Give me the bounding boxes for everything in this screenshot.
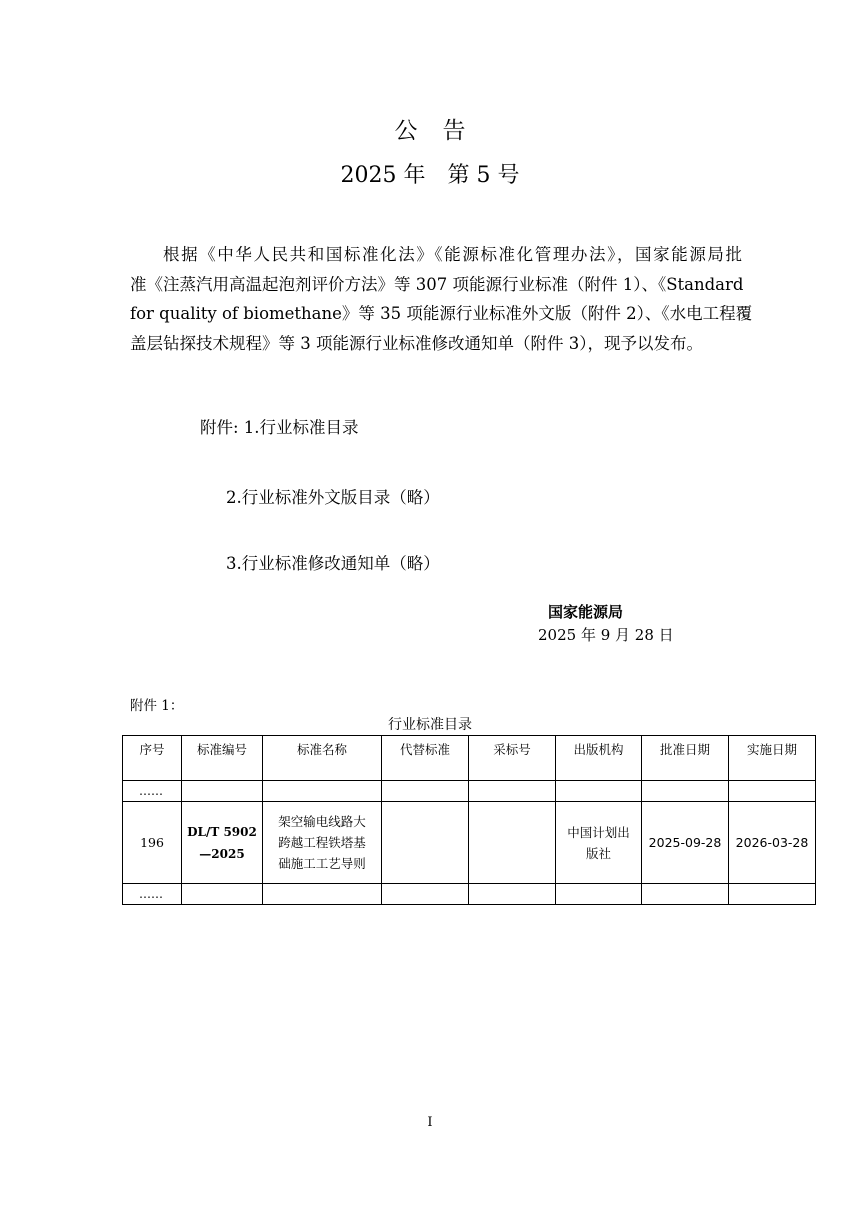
notice-issue-number: 2025 年 第 5 号 bbox=[340, 163, 520, 188]
appendix-label: 附件 1： bbox=[130, 698, 184, 714]
body-line-1: 根据《中华人民共和国标准化法》《能源标准化管理办法》，国家能源局批 bbox=[163, 245, 742, 264]
row-publisher-line-1: 中国计划出 bbox=[567, 824, 630, 840]
header-adopted: 采标号 bbox=[469, 736, 556, 781]
notice-body bbox=[130, 240, 753, 358]
header-name: 标准名称 bbox=[263, 736, 382, 781]
header-replaces: 代替标准 bbox=[382, 736, 469, 781]
body-line-4: 盖层钻探技术规程》等 3 项能源行业标准修改通知单（附件 3），现予以发布。 bbox=[130, 333, 703, 353]
row-code-line-1: DL/T 5902 bbox=[187, 824, 257, 839]
row-publisher bbox=[556, 802, 642, 884]
row-name-line-2: 跨越工程铁塔基 bbox=[278, 835, 366, 850]
row-approval-date: 2025-09-28 bbox=[642, 802, 729, 884]
row-name-line-3: 础施工工艺导则 bbox=[278, 856, 366, 871]
attachment-item-1: 附件: 1.行业标准目录 bbox=[200, 418, 359, 437]
notice-title: 公告 bbox=[394, 118, 491, 144]
table-row-ellipsis-bottom bbox=[123, 884, 816, 905]
row-adopted bbox=[469, 802, 556, 884]
row-no: 196 bbox=[123, 802, 182, 884]
table-caption: 行业标准目录 bbox=[388, 717, 472, 733]
table-row bbox=[123, 802, 816, 884]
row-name bbox=[263, 802, 382, 884]
attachment-item-3: 3.行业标准修改通知单（略） bbox=[226, 554, 440, 573]
header-approval-date: 批准日期 bbox=[642, 736, 729, 781]
table-header-row bbox=[123, 736, 816, 781]
row-effective-date: 2026-03-28 bbox=[729, 802, 816, 884]
ellipsis-cell: …… bbox=[123, 781, 182, 802]
header-no: 序号 bbox=[123, 736, 182, 781]
table-row-ellipsis-top bbox=[123, 781, 816, 802]
body-line-3: for quality of biomethane》等 35 项能源行业标准外文版（附件 2）、《水电工程覆 bbox=[130, 304, 753, 323]
page-number: I bbox=[427, 1115, 433, 1130]
issue-date: 2025 年 9 月 28 日 bbox=[538, 626, 674, 644]
header-publisher: 出版机构 bbox=[556, 736, 642, 781]
body-line-2: 准《注蒸汽用高温起泡剂评价方法》等 307 项能源行业标准（附件 1）、《Standard bbox=[130, 274, 744, 294]
row-publisher-line-2: 版社 bbox=[585, 845, 611, 861]
row-code bbox=[182, 802, 263, 884]
row-name-line-1: 架空输电线路大 bbox=[278, 814, 366, 829]
header-effective-date: 实施日期 bbox=[729, 736, 816, 781]
attachment-item-2: 2.行业标准外文版目录（略） bbox=[226, 488, 440, 507]
header-code: 标准编号 bbox=[182, 736, 263, 781]
issuing-organization: 国家能源局 bbox=[548, 603, 624, 621]
standards-table bbox=[122, 735, 816, 905]
row-replaces bbox=[382, 802, 469, 884]
ellipsis-cell: …… bbox=[123, 884, 182, 905]
row-code-line-2: —2025 bbox=[199, 846, 245, 861]
